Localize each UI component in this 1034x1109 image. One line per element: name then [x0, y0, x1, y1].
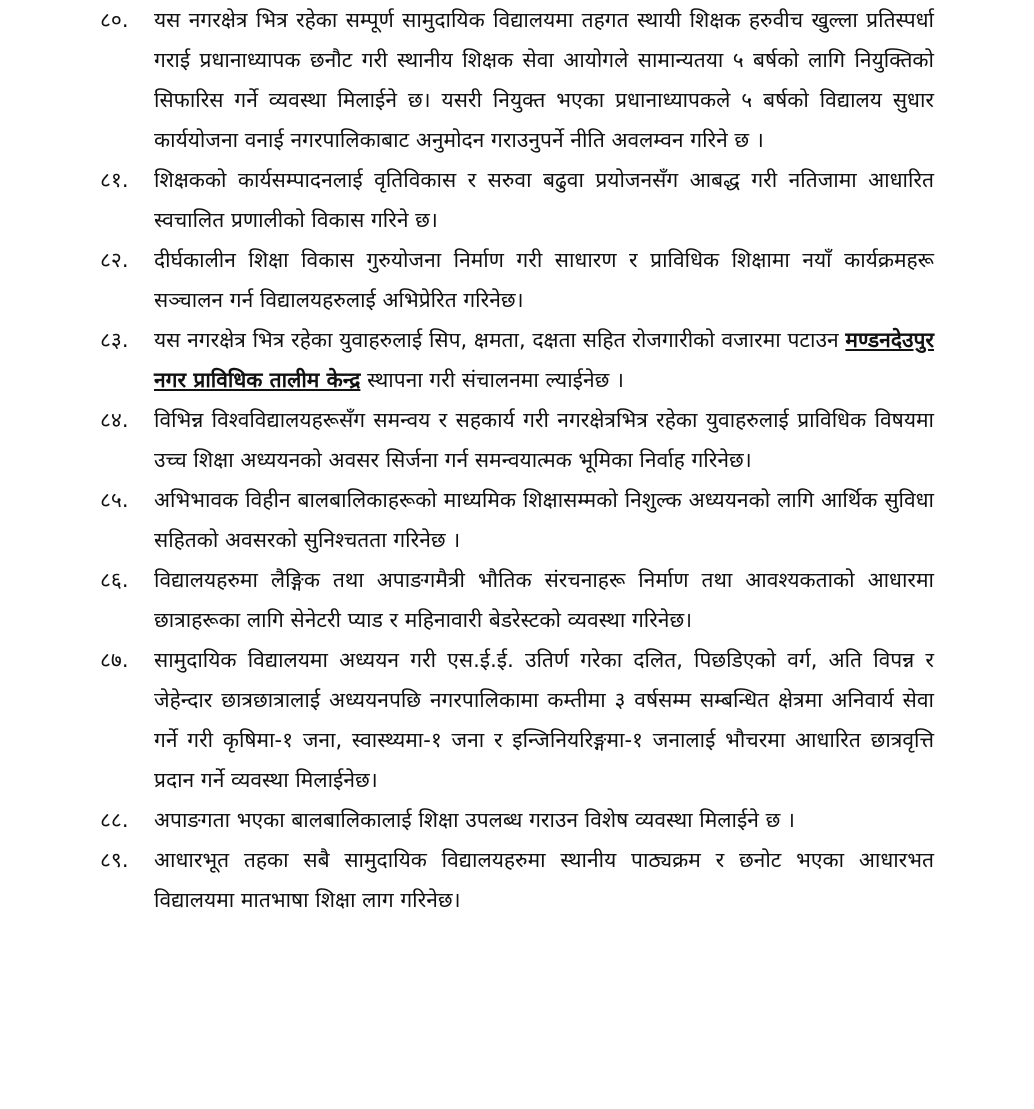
list-item — [100, 800, 934, 840]
list-item — [100, 840, 934, 920]
item-number: ८२. — [100, 248, 129, 272]
item-number: ८७. — [100, 648, 129, 672]
item-text: विद्यालयहरुमा लैङ्गिक तथा अपाङगमैत्री भौतिक संरचनाहरू निर्माण तथा आवश्यकताको आधारमा छात्राहरूका लागि सेनेटरी प्याड र महिनावारी बेडरेस्टको व्यवस्था गरिनेछ। — [154, 568, 934, 632]
item-text: विभिन्न विश्वविद्यालयहरूसँग समन्वय र सहकार्य गरी नगरक्षेत्रभित्र रहेका युवाहरुलाई प्राविधिक विषयमा उच्च शिक्षा अध्ययनको अवसर सिर्जना गर्न समन्वयात्मक भूमिका निर्वाह गरिनेछ। — [154, 408, 934, 472]
list-item — [100, 240, 934, 320]
item-text: यस नगरक्षेत्र भित्र रहेका सम्पूर्ण सामुदायिक विद्यालयमा तहगत स्थायी शिक्षक हरुवीच खुल्ला प्रतिस्पर्धा गराई प्रधानाध्यापक छनौट गरी स्थानीय शिक्षक सेवा आयोगले सामान्यतया ५ बर्षको लागि नियुक्तिको सिफारिस गर्ने व्यवस्था मिलाईने छ। यसरी नियुक्त भएका प्रधानाध्यापकले ५ बर्षको विद्यालय सुधार कार्ययोजना वनाई नगरपालिकाबाट अनुमोदन गराउनुपर्ने नीति अवलम्वन गरिने छ । — [154, 8, 934, 152]
item-text: अभिभावक विहीन बालबालिकाहरूको माध्यमिक शिक्षासम्मको निशुल्क अध्ययनको लागि आर्थिक सुविधा सहितको अवसरको सुनिश्चतता गरिनेछ । — [154, 488, 934, 552]
item-text: दीर्घकालीन शिक्षा विकास गुरुयोजना निर्माण गरी साधारण र प्राविधिक शिक्षामा नयाँ कार्यक्रमहरू सञ्चालन गर्न विद्यालयहरुलाई अभिप्रेरित गरिनेछ। — [154, 248, 934, 312]
item-text: शिक्षकको कार्यसम्पादनलाई वृतिविकास र सरुवा बढुवा प्रयोजनसँग आबद्ध गरी नतिजामा आधारित स्वचालित प्रणालीको विकास गरिने छ। — [154, 168, 934, 232]
list-item — [100, 320, 934, 400]
item-text: अपाङगता भएका बालबालिकालाई शिक्षा उपलब्ध गराउन विशेष व्यवस्था मिलाईने छ । — [154, 808, 795, 832]
item-number: ८४. — [100, 408, 129, 432]
item-text: आधारभूत तहका सबै सामुदायिक विद्यालयहरुमा स्थानीय पाठ्यक्रम र छनोट भएका आधारभत विद्यालयमा मातभाषा शिक्षा लाग गरिनेछ। — [154, 848, 934, 912]
item-text: सामुदायिक विद्यालयमा अध्ययन गरी एस.ई.ई. उतिर्ण गरेका दलित, पिछडिएको वर्ग, अति विपन्न र जेहेन्दार छात्रछात्रालाई अध्ययनपछि नगरपालिकामा कम्तीमा ३ वर्षसम्म सम्बन्धित क्षेत्रमा अनिवार्य सेवा गर्ने गरी कृषिमा-१ जना, स्वास्थ्यमा-१ जना र इन्जिनियरिङ्गमा-१ जनालाई भौचरमा आधारित छात्रवृत्ति प्रदान गर्ने व्यवस्था मिलाईनेछ। — [154, 648, 934, 792]
list-item — [100, 160, 934, 240]
item-text-before: यस नगरक्षेत्र भित्र रहेका युवाहरुलाई सिप, क्षमता, दक्षता सहित रोजगारीको वजारमा पटाउन — [154, 328, 839, 352]
training-center-name: मण्डनदेउपुर नगर प्राविधिक तालीम केन्द्र — [154, 328, 934, 392]
list-item — [100, 640, 934, 800]
item-number: ८१. — [100, 168, 129, 192]
item-number: ८८. — [100, 808, 129, 832]
item-number: ८९. — [100, 848, 129, 872]
item-number: ८०. — [100, 8, 129, 32]
list-item — [100, 480, 934, 560]
item-number: ८६. — [100, 568, 129, 592]
item-number: ८३. — [100, 328, 129, 352]
list-item — [100, 560, 934, 640]
list-item — [100, 0, 934, 160]
item-text — [154, 320, 934, 400]
item-number: ८५. — [100, 488, 129, 512]
item-text-after: स्थापना गरी संचालनमा ल्याईनेछ । — [367, 368, 624, 392]
list-item — [100, 400, 934, 480]
